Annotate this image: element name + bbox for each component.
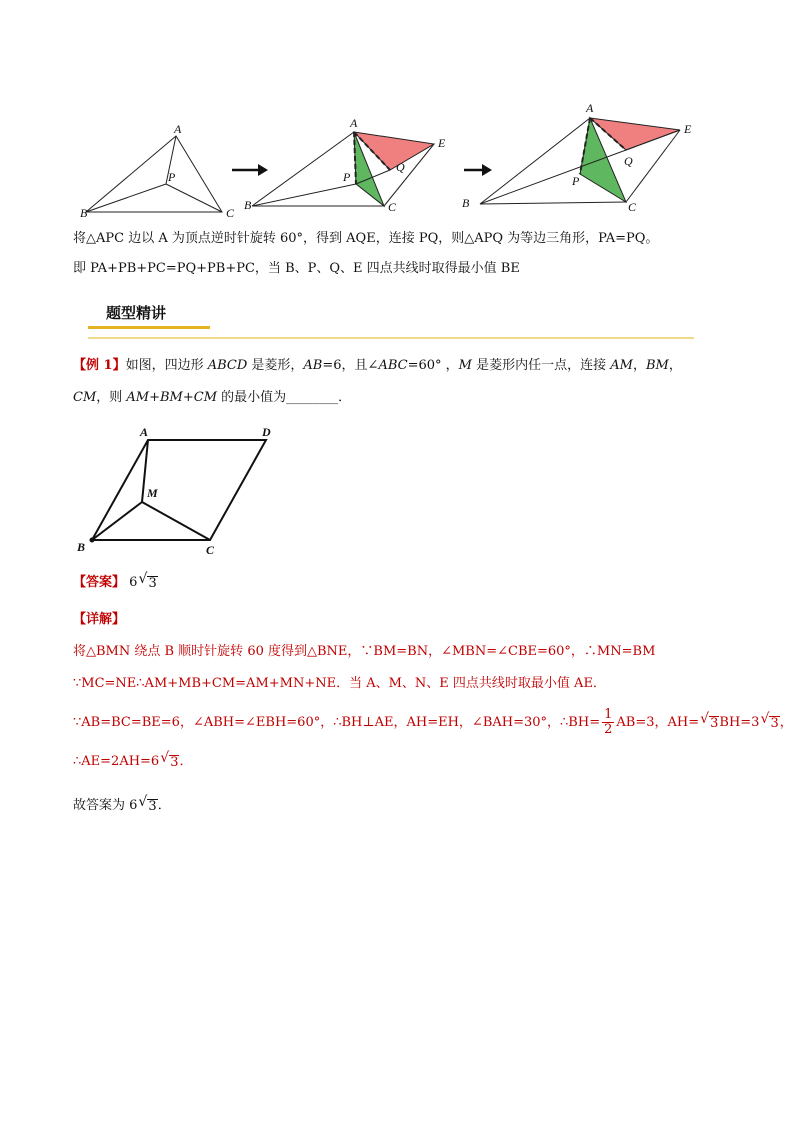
section-divider [88,337,694,339]
intro-line-2: 即 PA+PB+PC=PQ+PB+PC，当 B、P、Q、E 四点共线时取得最小值 BE [73,261,520,276]
arrow-icon [232,164,268,176]
triangle-apc [86,136,222,212]
point-label: A [140,425,149,439]
solution-line-2: ∵MC=NE∴AM+MB+CM=AM+MN+NE．当 A、M、N、E 四点共线时取最小值 AE． [73,676,606,691]
point-label: Q [624,154,633,168]
rhombus-figure [80,430,280,560]
example-line-2: CM，则 AM+BM+CM 的最小值为________． [73,390,352,405]
triangle-collinear-step [480,118,680,204]
arrow-icon [464,164,492,176]
point-label: E [438,136,446,150]
example-tag: 【例 1】 [73,358,126,373]
solution-line-3: ∵AB=BC=BE=6，∠ABH=∠EBH=60°，∴BH⊥AE，AH=EH，∠BAH=30°，∴BH= $\frac{1}{2}$ AB=3，AH=√ 3BH=3√ 3， [73,708,793,737]
point-label: D [262,425,271,439]
point-label: C [388,200,397,214]
solution-line-4: ∴AE=2AH=6√ 3． [73,752,193,772]
point-label: M [147,486,158,500]
point-label: P [572,174,580,188]
point-label: A [350,116,358,130]
point-label: B [462,196,470,210]
solution-line-1: 将△BMN 绕点 B 顺时针旋转 60 度得到△BNE，∵BM=BN，∠MBN=∠CBE=60°，∴MN=BM [73,644,656,659]
answer-line: 【答案】 6√ 3 [73,573,158,593]
point-label: B [80,206,88,220]
final-answer-line: 故答案为 6√ 3． [73,796,171,816]
point-label: B [77,540,86,554]
point-label: P [343,170,351,184]
answer-tag: 【答案】 [73,575,126,590]
point-label: A [586,101,594,115]
fraction: $\frac{1}{2}$ [604,707,613,737]
point-label: B [244,198,252,212]
point-label: A [174,122,182,136]
point-label: P [168,170,176,184]
point-label: C [206,543,215,557]
example-line-1: 【例 1】如图，四边形 ABCD 是菱形，AB=6，且∠ABC=60° ，M 是菱形内任一点，连接 AM，BM， [73,358,682,373]
solution-tag: 【详解】 [73,612,126,627]
section-title-underline [88,326,210,329]
intro-line-1: 将△APC 边以 A 为顶点逆时针旋转 60°，得到 AQE，连接 PQ，则△APQ 为等边三角形，PA=PQ。 [73,231,659,246]
triangle-aqe-step [252,132,434,206]
point-label: C [628,200,637,214]
point-label: C [226,206,235,220]
point-label: Q [396,160,405,174]
section-title: 题型精讲 [106,304,167,322]
point-label: E [684,122,692,136]
